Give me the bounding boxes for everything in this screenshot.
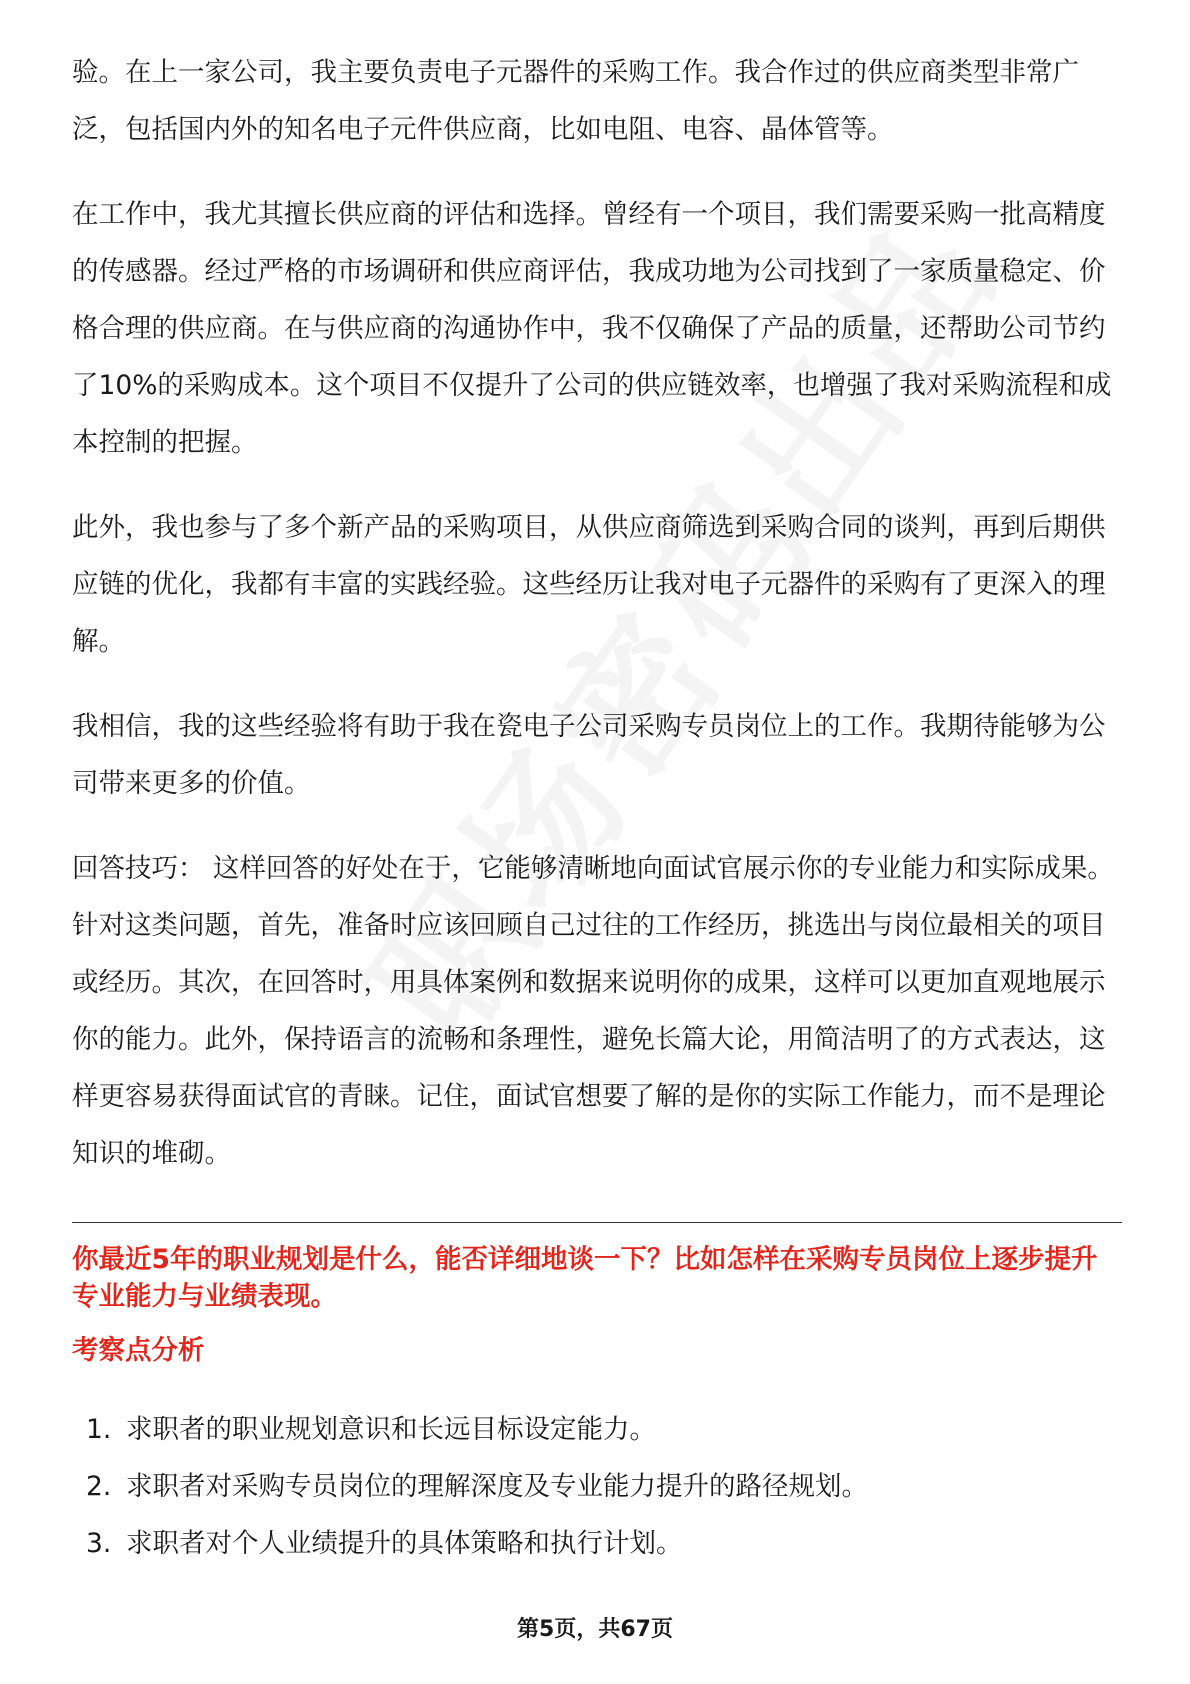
list-item — [72, 1401, 1122, 1458]
interview-question: 你最近5年的职业规划是什么，能否详细地谈一下？比如怎样在采购专员岗位上逐步提升专业能力与业绩表现。 — [72, 1244, 1098, 1312]
list-item-number: 1. — [86, 1414, 112, 1445]
list-item — [72, 1458, 1122, 1515]
list-item-text: 求职者对采购专员岗位的理解深度及专业能力提升的路径规划。 — [126, 1471, 868, 1502]
list-item-text: 求职者的职业规划意识和长远目标设定能力。 — [126, 1414, 656, 1445]
list-item-text: 求职者对个人业绩提升的具体策略和执行计划。 — [126, 1528, 683, 1559]
list-item — [72, 1515, 1122, 1572]
list-item-number: 3. — [86, 1528, 112, 1559]
section-divider — [72, 1222, 1122, 1223]
answer-paragraph-4: 我相信，我的这些经验将有助于我在瓷电子公司采购专员岗位上的工作。我期待能够为公司带来更多的价值。 — [72, 711, 1106, 799]
answer-paragraph-1: 验。在上一家公司，我主要负责电子元器件的采购工作。我合作过的供应商类型非常广泛，包括国内外的知名电子元件供应商，比如电阻、电容、晶体管等。 — [72, 57, 1079, 145]
answer-paragraph-3: 此外，我也参与了多个新产品的采购项目，从供应商筛选到采购合同的谈判，再到后期供应链的优化，我都有丰富的实践经验。这些经历让我对电子元器件的采购有了更深入的理解。 — [72, 512, 1106, 657]
page-content — [72, 44, 1122, 1572]
analysis-heading: 考察点分析 — [72, 1335, 205, 1366]
answer-tips-paragraph: 回答技巧： 这样回答的好处在于，它能够清晰地向面试官展示你的专业能力和实际成果。针对这类问题，首先，准备时应该回顾自己过往的工作经历，挑选出与岗位最相关的项目或经历。其次，在回答时，用具体案例和数据来说明你的成果，这样可以更加直观地展示你的能力。此外，保持语言的流畅和条理性，避免长篇大论，用简洁明了的方式表达，这样更容易获得面试官的青睐。记住，面试官想要了解的是你的实际工作能力，而不是理论知识的堆砌。 — [72, 853, 1114, 1169]
analysis-list — [72, 1401, 1122, 1572]
page-number-footer: 第5页，共67页 — [517, 1617, 673, 1642]
answer-paragraph-2: 在工作中，我尤其擅长供应商的评估和选择。曾经有一个项目，我们需要采购一批高精度的传感器。经过严格的市场调研和供应商评估，我成功地为公司找到了一家质量稳定、价格合理的供应商。在与供应商的沟通协作中，我不仅确保了产品的质量，还帮助公司节约了10%的采购成本。这个项目不仅提升了公司的供应链效率，也增强了我对采购流程和成本控制的把握。 — [72, 199, 1112, 458]
list-item-number: 2. — [86, 1471, 112, 1502]
